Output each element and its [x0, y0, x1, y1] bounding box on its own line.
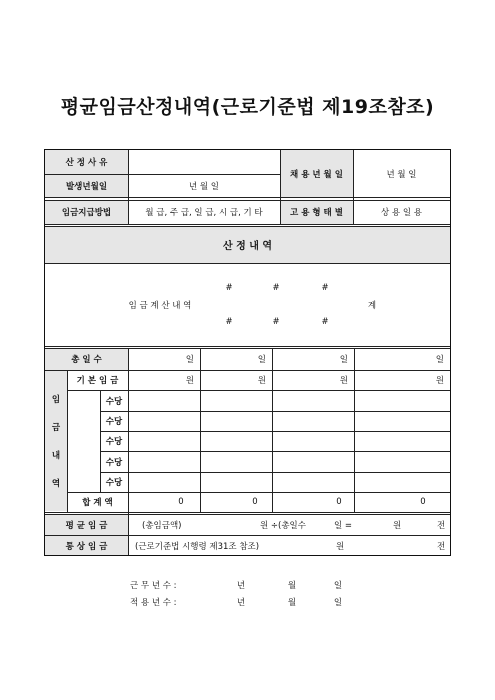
- allowance-label: 수당: [105, 396, 123, 407]
- calc-hash: #: [272, 317, 280, 327]
- work-years-year: 년: [236, 581, 246, 591]
- work-years-label: 근 무 년 수 :: [130, 581, 177, 591]
- reason-field[interactable]: [128, 150, 280, 174]
- average-wage-div: 원 ÷(총일수: [260, 520, 306, 531]
- allowance-label: 수당: [105, 417, 123, 427]
- calc-hash: #: [321, 317, 329, 327]
- ordinary-wage-jeon: 전: [437, 541, 446, 552]
- calc-hash: #: [321, 283, 329, 293]
- calc-hash: #: [225, 283, 233, 293]
- work-years-day: 일: [333, 581, 343, 591]
- average-wage-total: (총임금액): [142, 520, 182, 531]
- base-wage-cell[interactable]: 원: [185, 376, 194, 386]
- ordinary-wage-won: 원: [336, 541, 345, 552]
- section-header: 산 정 내 역: [45, 226, 450, 263]
- average-wage-label: 평 균 임 금: [45, 514, 128, 535]
- occurrence-date-label: 발생년월일: [45, 174, 128, 197]
- work-years-month: 월: [287, 581, 297, 591]
- payment-method-label: 임금지급방법: [45, 200, 128, 224]
- employment-type-value[interactable]: 상 용 일 용: [381, 208, 422, 218]
- calc-total-label: 계: [367, 301, 377, 311]
- hire-date-value[interactable]: 년 월 일: [386, 169, 417, 180]
- wage-char: 금: [51, 422, 61, 433]
- average-wage-eq: 일 =: [334, 520, 353, 531]
- allowance-label: 수당: [105, 478, 123, 488]
- occurrence-date-value[interactable]: 년 월 일: [188, 181, 220, 192]
- document-title: 평균임금산정내역(근로기준법 제19조참조): [60, 96, 435, 118]
- sum-value: 0: [178, 497, 184, 507]
- average-wage-won: 원: [393, 520, 402, 531]
- calc-hash: #: [272, 283, 280, 293]
- wage-char: 내: [51, 450, 61, 461]
- wage-char: 임: [51, 394, 61, 405]
- ordinary-wage-label: 통 상 임 금: [45, 536, 128, 555]
- average-wage-jeon: 전: [437, 520, 446, 531]
- base-wage-cell[interactable]: 원: [435, 376, 444, 386]
- total-days-cell[interactable]: 일: [257, 355, 266, 365]
- applied-years-day: 일: [333, 598, 343, 608]
- base-wage-cell[interactable]: 원: [257, 376, 266, 386]
- total-days-cell[interactable]: 일: [339, 355, 348, 365]
- wage-detail-vertical-label: [45, 370, 67, 511]
- applied-years-label: 적 용 년 수 :: [130, 598, 177, 608]
- base-wage-cell[interactable]: 원: [339, 376, 348, 386]
- sum-label: 합 계 액: [82, 498, 113, 508]
- ordinary-wage-ref: (근로기준법 시행령 제31조 참조): [135, 541, 260, 552]
- total-days-cell[interactable]: 일: [185, 355, 194, 365]
- total-days-label: 총 일 수: [45, 348, 128, 370]
- calc-hash: #: [225, 317, 233, 327]
- base-wage-label: 기 본 임 금: [76, 376, 119, 386]
- sum-value: 0: [420, 497, 426, 507]
- calc-label: 임 금 계 산 내 역: [128, 301, 192, 311]
- sum-value: 0: [336, 497, 342, 507]
- allowance-label: 수당: [105, 437, 123, 447]
- applied-years-year: 년: [236, 598, 246, 608]
- hire-date-label: 채 용 년 월 일: [280, 150, 353, 197]
- wage-char: 역: [51, 478, 61, 489]
- applied-years-month: 월: [287, 598, 297, 608]
- allowance-label: 수당: [105, 457, 123, 468]
- reason-label: 산 정 사 유: [45, 150, 128, 174]
- sum-value: 0: [252, 497, 258, 507]
- employment-type-label: 고 용 형 태 별: [280, 200, 353, 224]
- payment-method-value[interactable]: 월 급, 주 급, 일 급, 시 급, 기 타: [145, 208, 263, 218]
- total-days-cell[interactable]: 일: [435, 355, 444, 365]
